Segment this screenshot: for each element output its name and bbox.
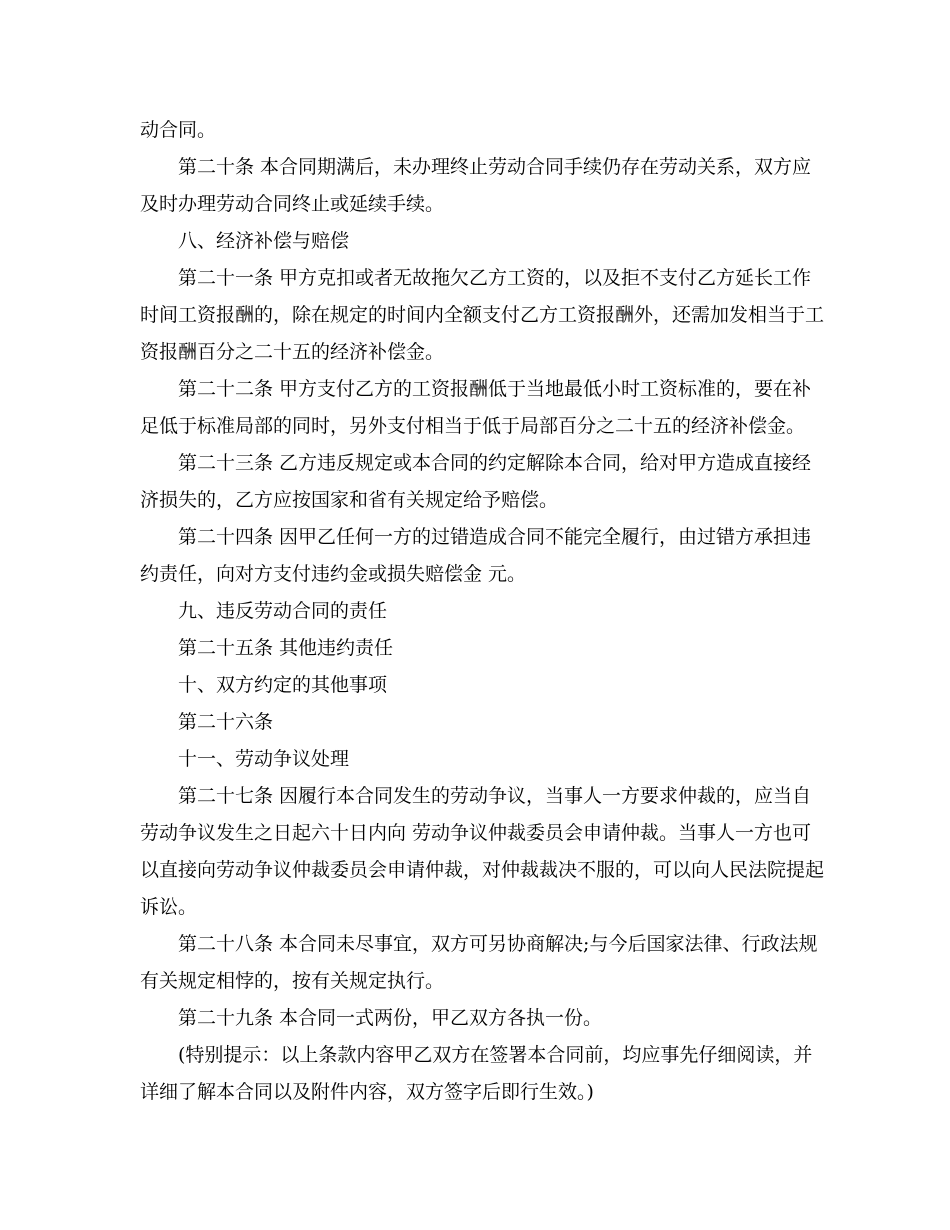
document-line: 动合同。 (140, 119, 217, 141)
document-line: 十一、劳动争议处理 (178, 748, 350, 770)
document-body (140, 112, 825, 1111)
document-line: 第二十九条 本合同一式两份，甲乙双方各执一份。 (178, 1007, 603, 1029)
document-line: 第二十四条 因甲乙任何一方的过错造成合同不能完全履行，由过错方承担违 (178, 526, 812, 548)
document-line: 八、经济补偿与赔偿 (178, 230, 350, 252)
document-line: 约责任，向对方支付违约金或损失赔偿金 元。 (140, 563, 527, 585)
document-line: 第二十三条 乙方违反规定或本合同的约定解除本合同，给对甲方造成直接经 (178, 452, 812, 474)
document-line: 诉讼。 (140, 896, 198, 918)
document-line: 劳动争议发生之日起六十日内向 劳动争议仲裁委员会申请仲裁。当事人一方也可 (140, 822, 812, 844)
document-line: 济损失的，乙方应按国家和省有关规定给予赔偿。 (140, 489, 559, 511)
document-line: 第二十五条 其他违约责任 (178, 637, 394, 659)
document-line: 第二十八条 本合同未尽事宜，双方可另协商解决;与今后国家法律、行政法规 (178, 933, 818, 955)
document-line: 第二十六条 (178, 711, 274, 733)
document-line: 时间工资报酬的，除在规定的时间内全额支付乙方工资报酬外，还需加发相当于工 (140, 304, 825, 326)
document-line: 足低于标准局部的同时，另外支付相当于低于局部百分之二十五的经济补偿金。 (140, 415, 806, 437)
document-line: 有关规定相悖的，按有关规定执行。 (140, 970, 445, 992)
document-line: 详细了解本合同以及附件内容，双方签字后即行生效。) (140, 1081, 594, 1103)
document-line: 及时办理劳动合同终止或延续手续。 (140, 193, 445, 215)
document-line: 十、双方约定的其他事项 (178, 674, 388, 696)
document-line: (特别提示：以上条款内容甲乙双方在签署本合同前，均应事先仔细阅读，并 (178, 1044, 813, 1066)
document-line: 第二十七条 因履行本合同发生的劳动争议，当事人一方要求仲裁的，应当自 (178, 785, 812, 807)
document-line: 第二十一条 甲方克扣或者无故拖欠乙方工资的，以及拒不支付乙方延长工作 (178, 267, 812, 289)
document-line: 九、违反劳动合同的责任 (178, 600, 388, 622)
document-line: 第二十二条 甲方支付乙方的工资报酬低于当地最低小时工资标准的，要在补 (178, 378, 812, 400)
document-line: 第二十条 本合同期满后，未办理终止劳动合同手续仍存在劳动关系，双方应 (178, 156, 812, 178)
document-line: 资报酬百分之二十五的经济补偿金。 (140, 341, 445, 363)
document-line: 以直接向劳动争议仲裁委员会申请仲裁，对仲裁裁决不服的，可以向人民法院提起 (140, 859, 825, 881)
